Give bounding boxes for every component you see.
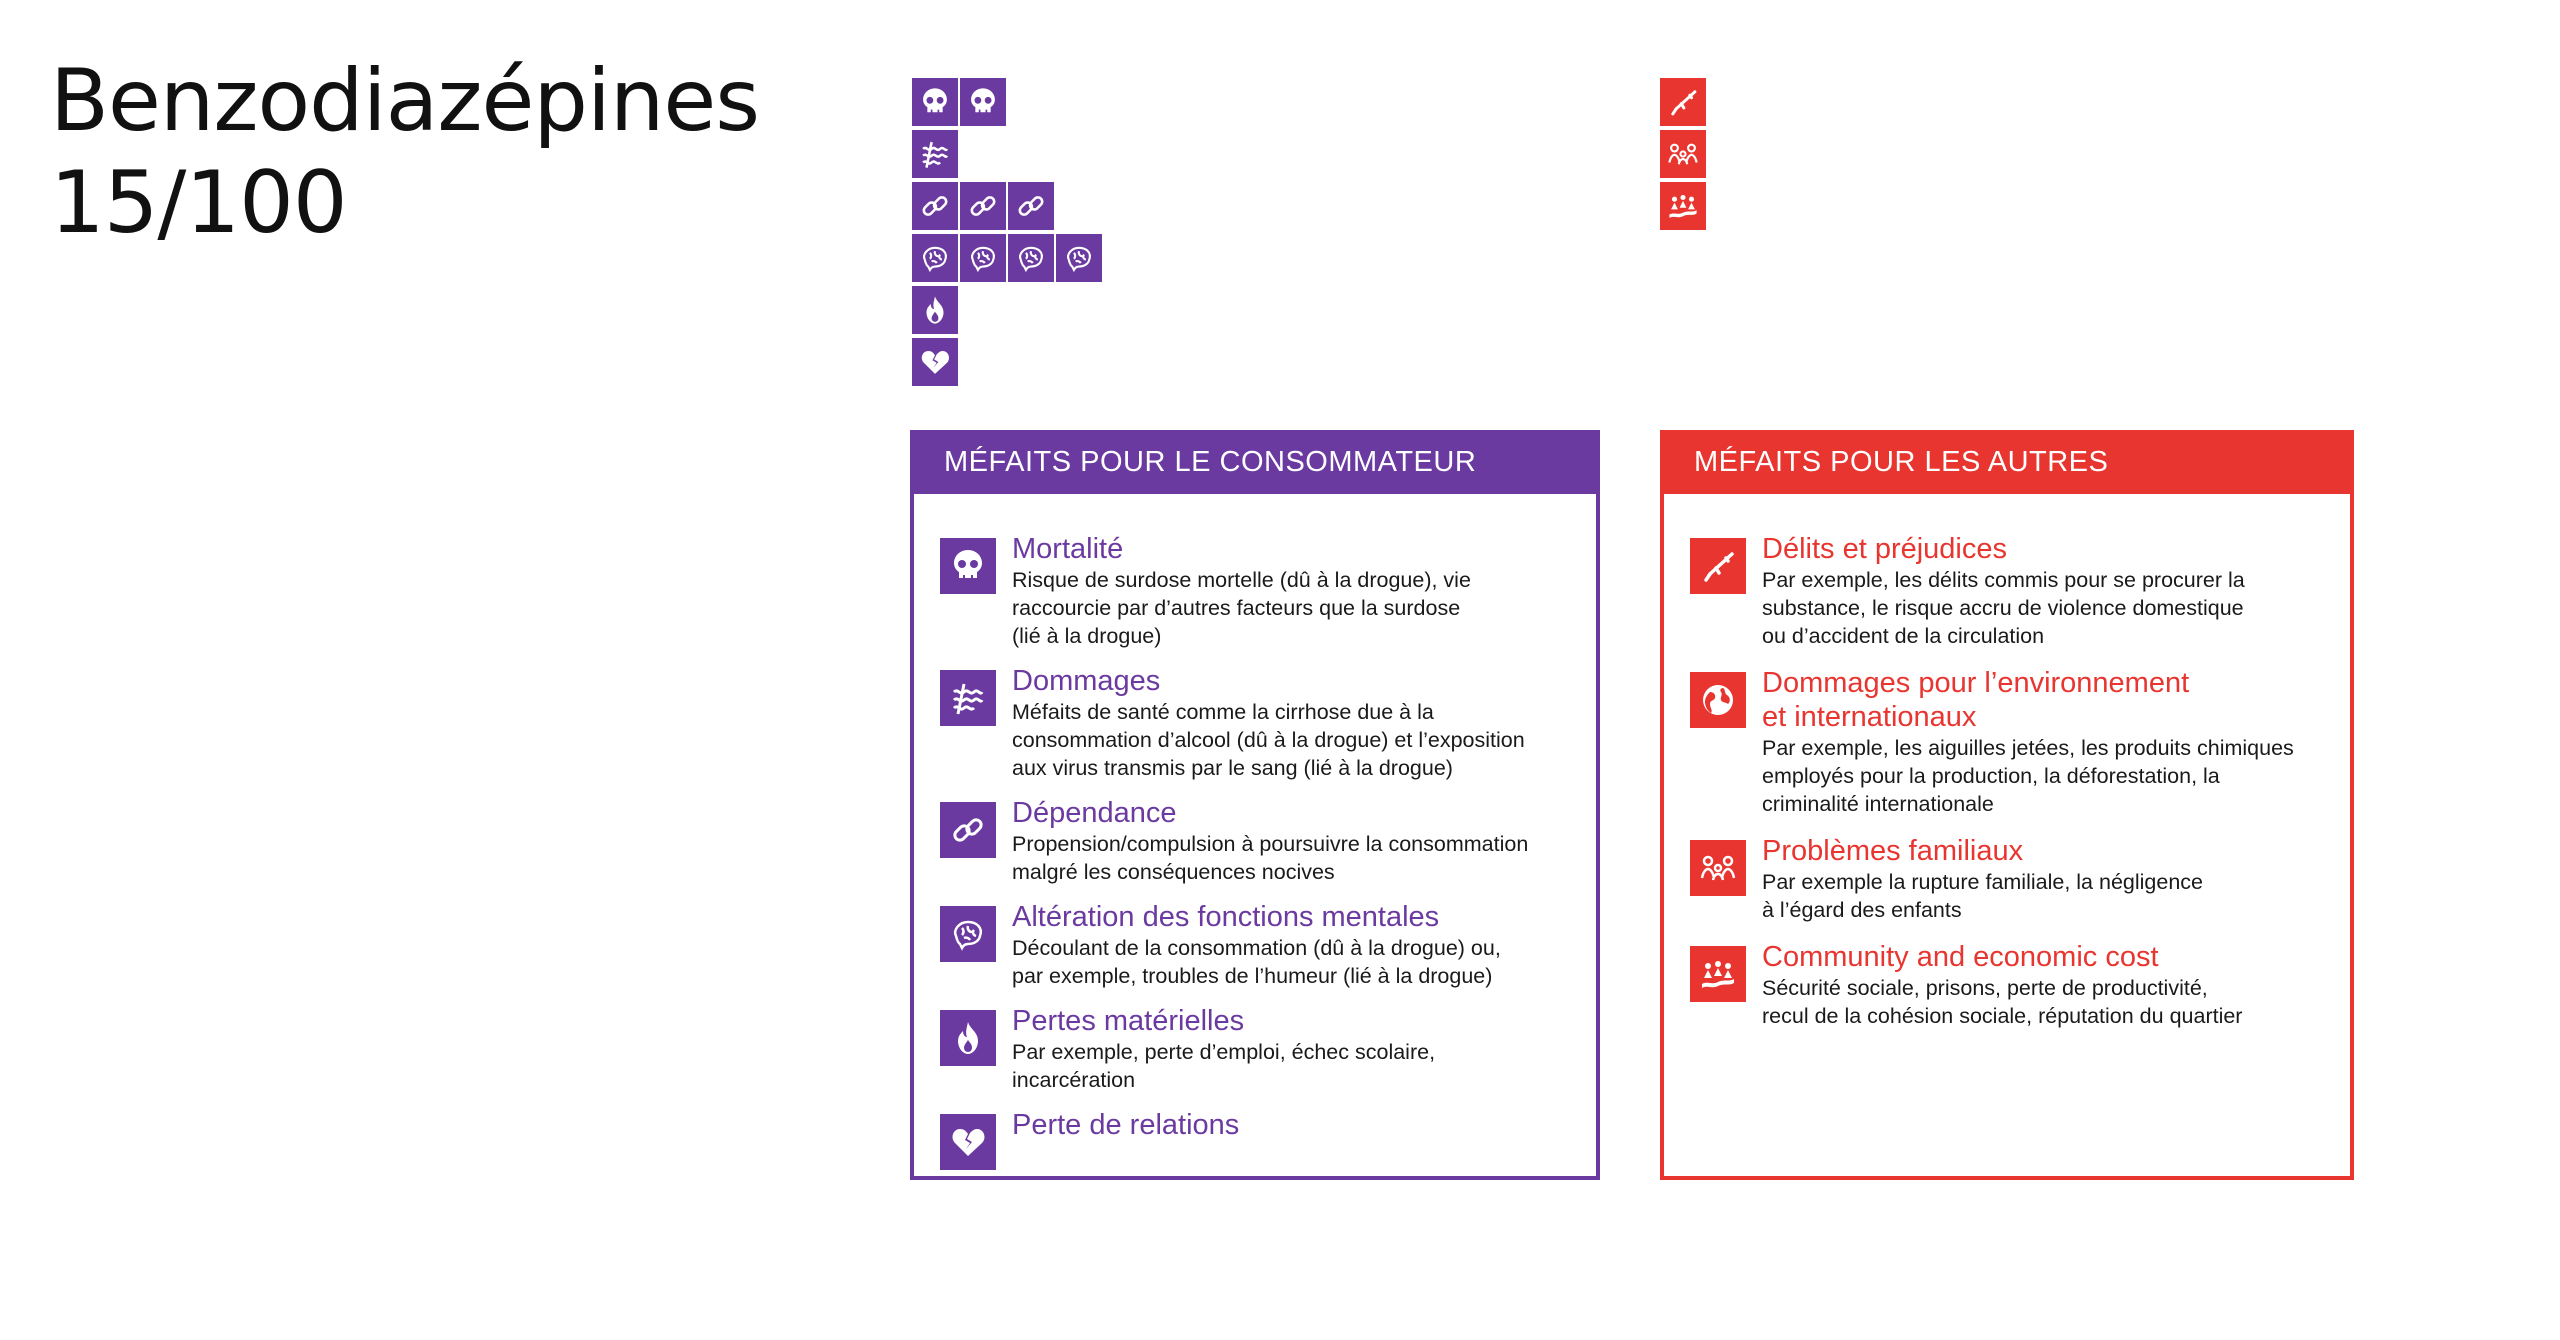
- harm-title: Community and economic cost: [1762, 941, 2159, 973]
- score-row: [912, 182, 1104, 230]
- rifle-icon: [1690, 538, 1746, 594]
- harm-item: [940, 532, 1590, 650]
- score-row: [1660, 130, 1708, 178]
- harm-title: Dommages pour l’environnement et internationaux: [1762, 667, 2190, 733]
- waves-damage-icon: [940, 670, 996, 726]
- harm-title: Dommages: [1012, 665, 1161, 697]
- harm-item: [1690, 940, 2344, 1030]
- harm-item: [1690, 834, 2344, 924]
- harm-description: Par exemple, les aiguilles jetées, les produits chimiques employés pour la production, la déforestation, la criminalité internationale: [1762, 736, 2294, 816]
- harm-description: Découlant de la consommation (dû à la drogue) ou, par exemple, troubles de l’humeur (lié à la drogue): [1012, 936, 1501, 988]
- family-icon: [1660, 130, 1708, 178]
- harm-description: Propension/compulsion à poursuivre la consommation malgré les conséquences nocives: [1012, 832, 1529, 884]
- harm-title: Délits et préjudices: [1762, 533, 2007, 565]
- waves-damage-icon: [912, 130, 960, 178]
- score-row: [912, 130, 1104, 178]
- harm-item: [1690, 666, 2344, 818]
- page-title: [50, 50, 759, 254]
- user-harms-list: [940, 532, 1590, 1156]
- harm-item: [940, 1004, 1590, 1094]
- score-row: [1660, 78, 1708, 126]
- harm-score: 15/100: [50, 153, 347, 253]
- score-row: [912, 338, 1104, 386]
- drug-name: Benzodiazépines: [50, 51, 760, 151]
- broken-heart-icon: [940, 1114, 996, 1170]
- fire-icon: [940, 1010, 996, 1066]
- harm-description: Par exemple, perte d’emploi, échec scolaire, incarcération: [1012, 1040, 1436, 1092]
- brain-icon: [1056, 234, 1104, 282]
- brain-icon: [960, 234, 1008, 282]
- harm-description: Sécurité sociale, prisons, perte de productivité, recul de la cohésion sociale, réputation du quartier: [1762, 976, 2243, 1028]
- panel-header: MÉFAITS POUR LE CONSOMMATEUR: [910, 430, 1600, 494]
- harm-item: [940, 796, 1590, 886]
- harm-item: [940, 1108, 1590, 1142]
- harm-title: Problèmes familiaux: [1762, 835, 2024, 867]
- others-harm-score-grid: [1660, 78, 1708, 234]
- harm-title: Dépendance: [1012, 797, 1177, 829]
- panel-header: MÉFAITS POUR LES AUTRES: [1660, 430, 2354, 494]
- harm-item: [940, 900, 1590, 990]
- harm-description: Par exemple, les délits commis pour se procurer la substance, le risque accru de violence domestique ou d’accident de la circulation: [1762, 568, 2245, 648]
- chain-link-icon: [940, 802, 996, 858]
- harm-item: [940, 664, 1590, 782]
- score-row: [912, 78, 1104, 126]
- rifle-icon: [1660, 78, 1708, 126]
- community-icon: [1660, 182, 1708, 230]
- user-harm-score-grid: [912, 78, 1104, 390]
- broken-heart-icon: [912, 338, 960, 386]
- brain-icon: [1008, 234, 1056, 282]
- brain-icon: [912, 234, 960, 282]
- chain-link-icon: [912, 182, 960, 230]
- harm-title: Mortalité: [1012, 533, 1124, 565]
- chain-link-icon: [960, 182, 1008, 230]
- score-row: [1660, 182, 1708, 230]
- family-icon: [1690, 840, 1746, 896]
- harm-title: Pertes matérielles: [1012, 1005, 1245, 1037]
- harm-description: Méfaits de santé comme la cirrhose due à la consommation d’alcool (dû à la drogue) et l’exposition aux virus transmis par le sang (lié à la drogue): [1012, 700, 1525, 780]
- brain-icon: [940, 906, 996, 962]
- others-harms-panel: [1660, 430, 2354, 1180]
- harm-title: Perte de relations: [1012, 1109, 1240, 1141]
- fire-icon: [912, 286, 960, 334]
- skull-icon: [940, 538, 996, 594]
- harm-description: Par exemple la rupture familiale, la négligence à l’égard des enfants: [1762, 870, 2203, 922]
- skull-icon: [912, 78, 960, 126]
- user-harms-panel: [910, 430, 1600, 1180]
- harm-title: Altération des fonctions mentales: [1012, 901, 1440, 933]
- harm-description: Risque de surdose mortelle (dû à la drogue), vie raccourcie par d’autres facteurs que la surdose (lié à la drogue): [1012, 568, 1471, 648]
- community-icon: [1690, 946, 1746, 1002]
- skull-icon: [960, 78, 1008, 126]
- globe-icon: [1690, 672, 1746, 728]
- score-row: [912, 286, 1104, 334]
- harm-item: [1690, 532, 2344, 650]
- others-harms-list: [1690, 532, 2344, 1046]
- chain-link-icon: [1008, 182, 1056, 230]
- score-row: [912, 234, 1104, 282]
